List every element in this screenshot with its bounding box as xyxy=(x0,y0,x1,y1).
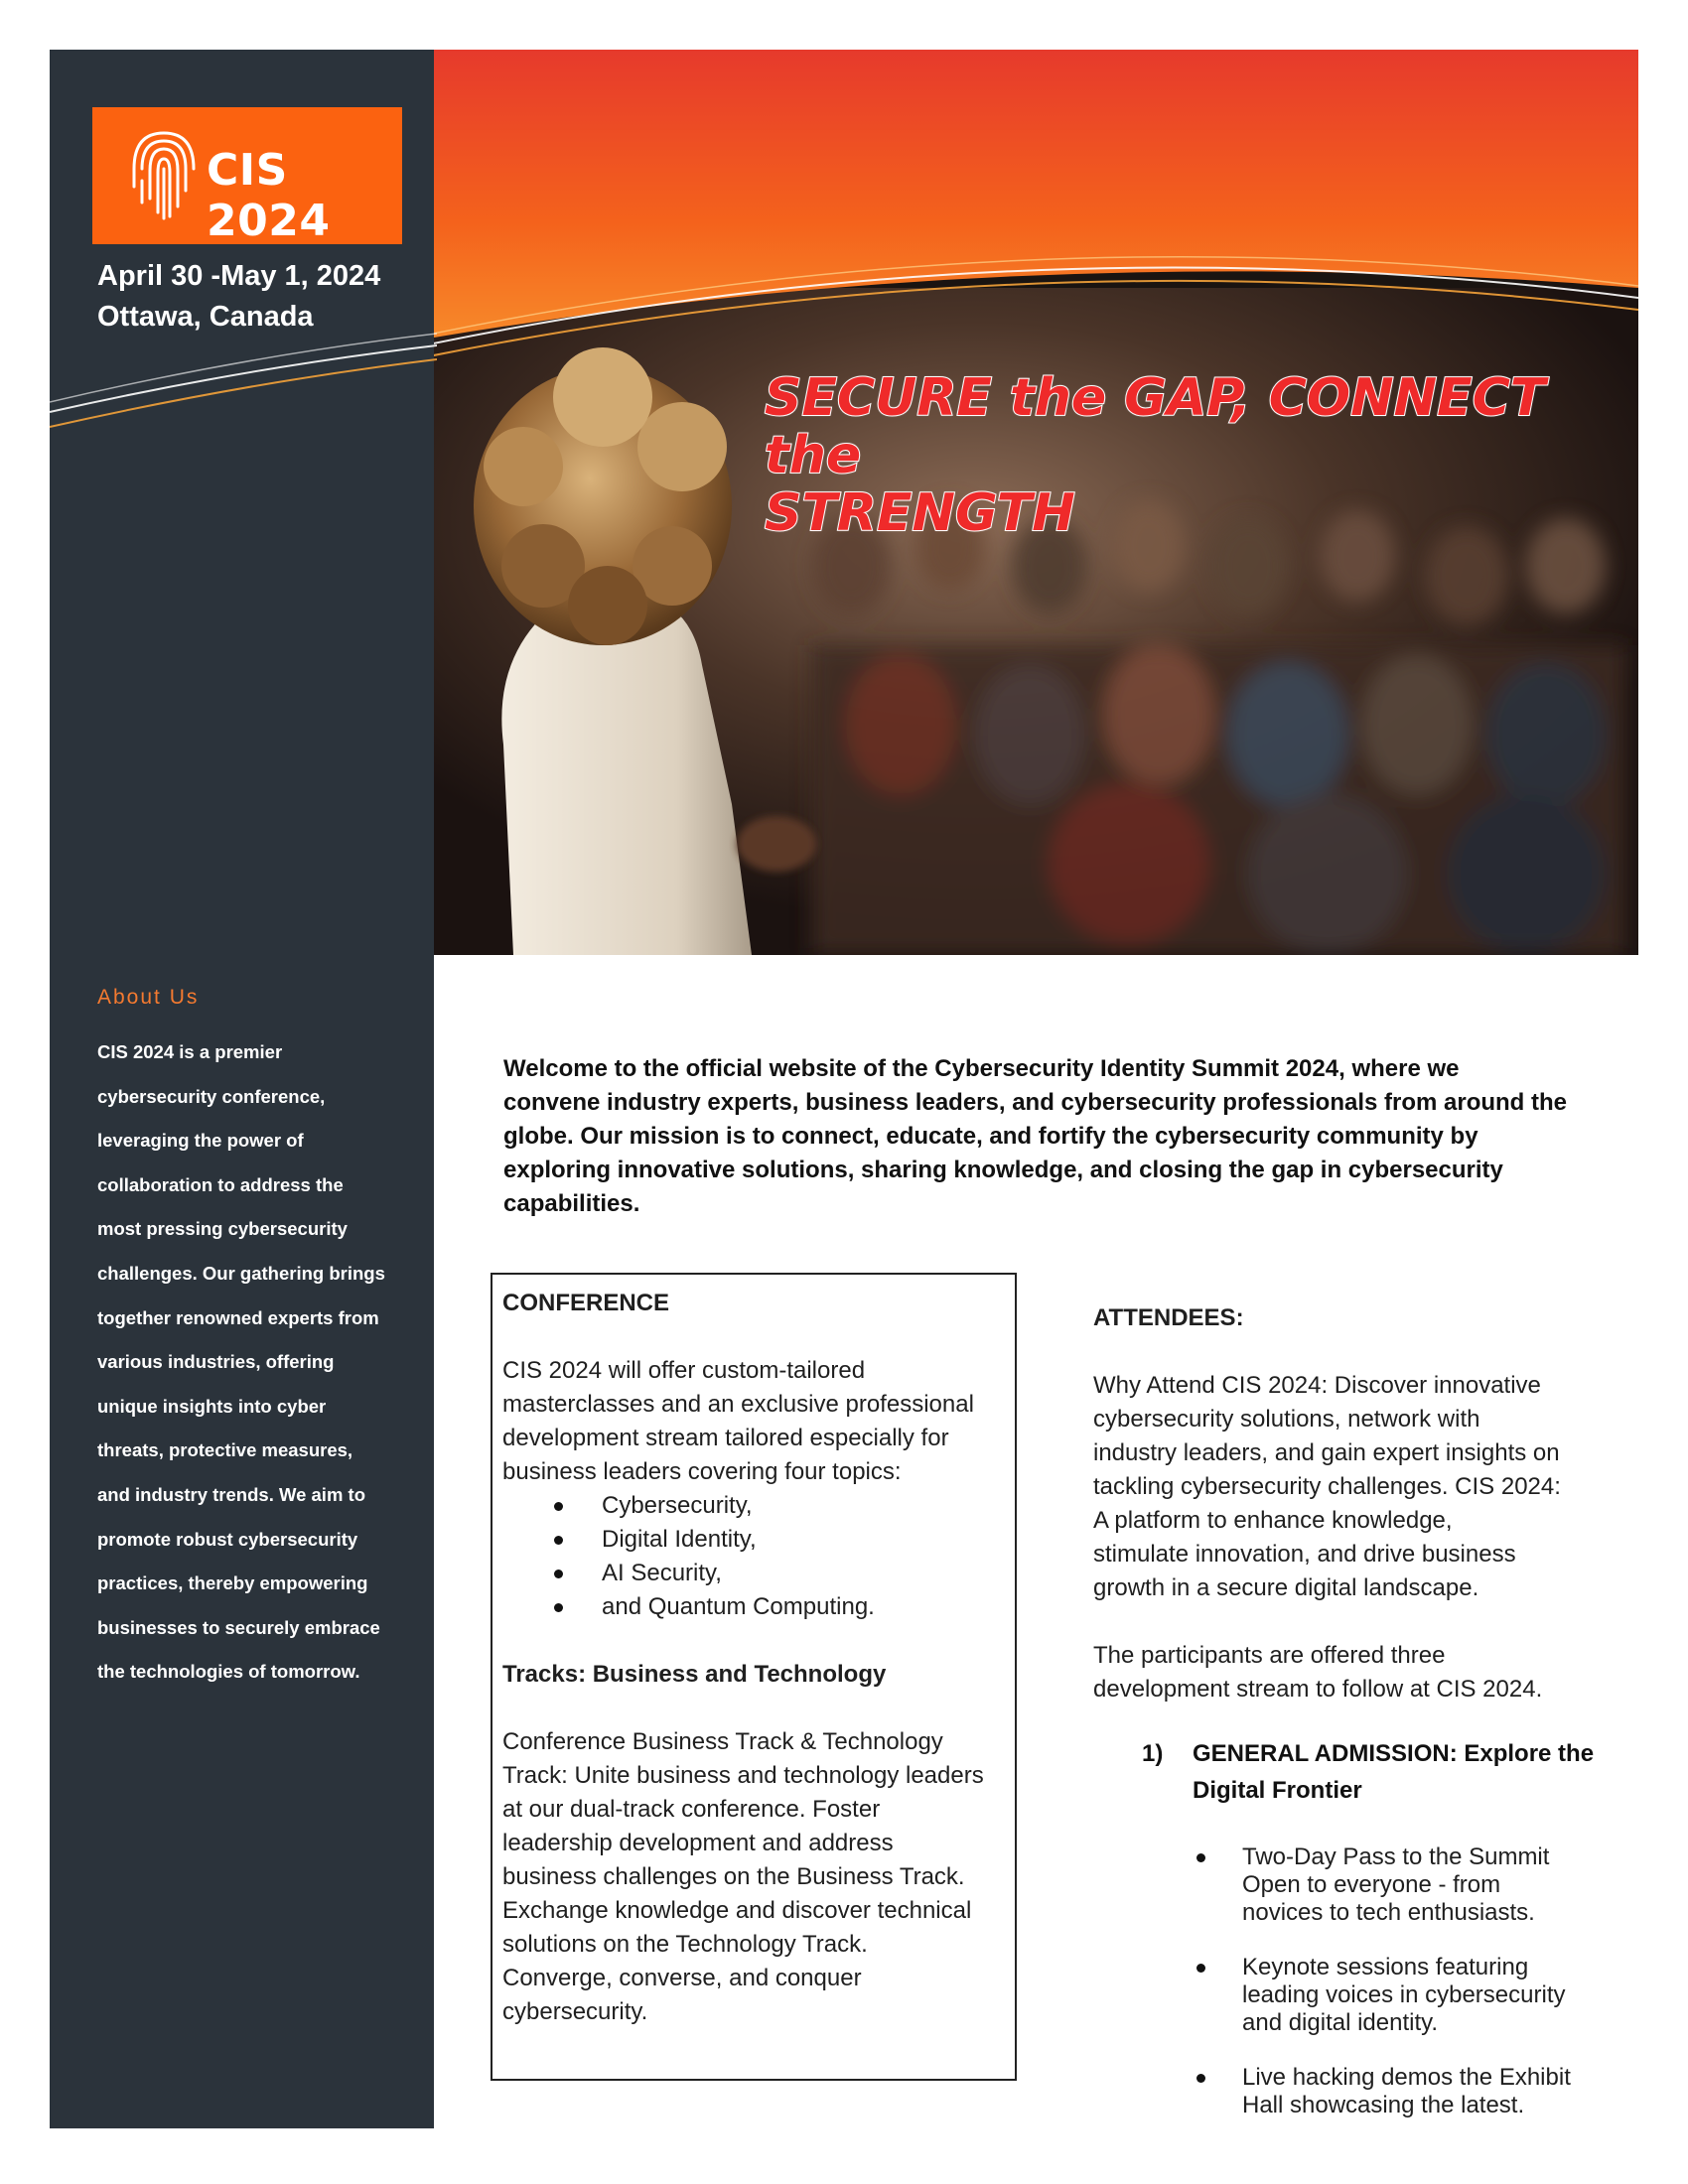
event-dates: April 30 -May 1, 2024 xyxy=(97,260,381,292)
about-body: CIS 2024 is a premier cybersecurity conference, leveraging the power of collaboration to address the most pressing cybersecurity challenges. Our gathering brings together renowned experts from various industries, offering unique insights into cyber threats, protective measures, and industry trends. We aim to promote robust cybersecurity practices, thereby empowering businesses to securely embrace the technologies of tomorrow. xyxy=(97,1041,385,1683)
tracks-desc: Conference Business Track & Technology Track: Unite business and technology leaders at our dual-track conference. Foster leadership development and address business challenges on the Business Track. Exchange knowledge and discover technical solutions on the Technology Track. Converge, converse, and conquer cybersecurity. xyxy=(502,1728,984,2025)
hero-banner xyxy=(434,50,1638,955)
list-item: Keynote sessions featuring leading voices in cybersecurity and digital identity. xyxy=(1242,1954,1619,2037)
attendees-heading: ATTENDEES: xyxy=(1093,1304,1244,1331)
item-number: 1) xyxy=(1142,1740,1164,1767)
about-title: About Us xyxy=(97,986,200,1009)
fingerprint-icon xyxy=(128,129,198,222)
list-item: and Quantum Computing. xyxy=(602,1590,1014,1624)
list-item: Digital Identity, xyxy=(602,1523,1014,1557)
benefits-list xyxy=(1242,1843,1619,2146)
list-item: Live hacking demos the Exhibit Hall showcasing the latest. xyxy=(1242,2064,1619,2119)
streams-text: The participants are offered three development stream to follow at CIS 2024. xyxy=(1093,1642,1543,1703)
list-item: AI Security, xyxy=(602,1557,1014,1590)
intro-paragraph: Welcome to the official website of the Cybersecurity Identity Summit 2024, where we convene industry experts, business leaders, and cybersecurity professionals from around the globe. Our mission is to connect, educate, and fortify the cybersecurity community by exploring innovative solutions, sharing knowledge, and closing the gap in cybersecurity capabilities. xyxy=(503,1055,1568,1217)
cis-logo xyxy=(92,107,402,244)
list-item: Cybersecurity, xyxy=(602,1489,1014,1523)
event-info xyxy=(97,256,380,338)
list-item: Two-Day Pass to the Summit Open to everyone - from novices to tech enthusiasts. xyxy=(1242,1843,1619,1927)
conference-heading: CONFERENCE xyxy=(502,1290,670,1316)
why-attend: Why Attend CIS 2024: Discover innovative cybersecurity solutions, network with industry leaders, and gain expert insights on tackling cybersecurity challenges. CIS 2024: A platform to enhance knowledge, stimulate innovation, and drive business growth in a secure digital landscape. xyxy=(1093,1372,1561,1601)
attendees-section xyxy=(1093,1301,1610,1706)
tracks-heading: Tracks: Business and Technology xyxy=(502,1661,887,1688)
hero-headline: SECURE the GAP, CONNECT the STRENGTH xyxy=(765,368,1546,543)
conference-box xyxy=(491,1273,1017,2081)
logo-text: CIS 2024 xyxy=(207,145,331,246)
event-location: Ottawa, Canada xyxy=(97,301,314,333)
conference-desc: CIS 2024 will offer custom-tailored masterclasses and an exclusive professional development stream tailored especially for business leaders covering four topics: xyxy=(502,1357,974,1485)
topics-list xyxy=(502,1489,1014,1624)
item-title: GENERAL ADMISSION: Explore the Digital Frontier xyxy=(1193,1740,1595,1804)
